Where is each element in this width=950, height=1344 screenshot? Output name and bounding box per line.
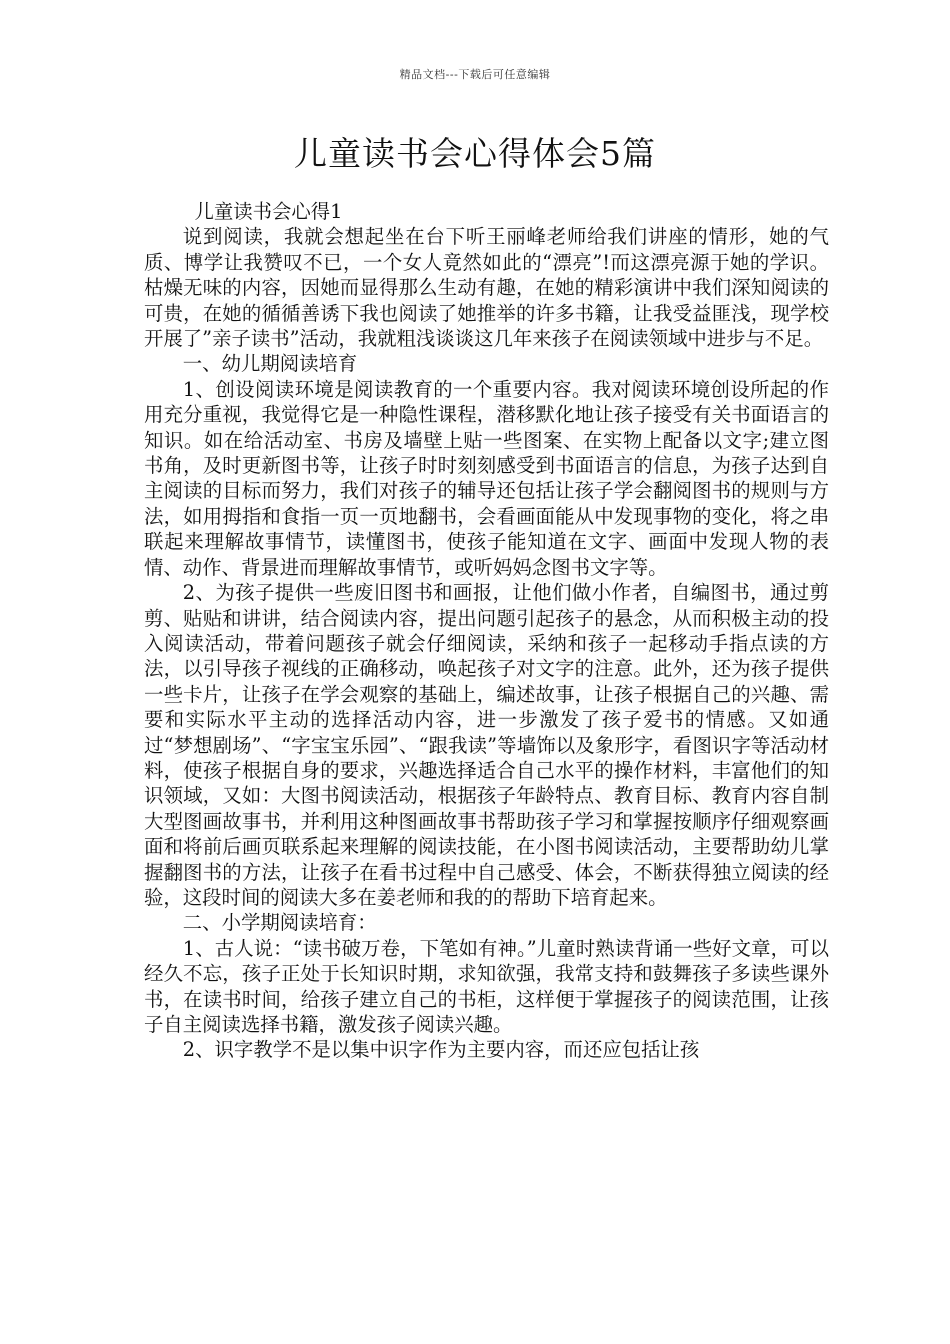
paragraph-primary-1: 1、古人说：“读书破万卷，下笔如有神。”儿童时熟读背诵一些好文章，可以经久不忘，孩子正处于长知识时期，求知欲强，我常支持和鼓舞孩子多读些课外书，在读书时间，给孩子建立自己的书柜，这样便于掌握孩子的阅读范围，让孩子自主阅读选择书籍，激发孩子阅读兴趣。 xyxy=(144,936,829,1036)
document-body xyxy=(144,199,829,1063)
section-subtitle: 儿童读书会心得1 xyxy=(194,200,343,223)
section-heading-infancy: 一、幼儿期阅读培育 xyxy=(182,352,358,376)
paragraph-infancy-2: 2、为孩子提供一些废旧图书和画报，让他们做小作者，自编图书，通过剪剪、贴贴和讲讲，结合阅读内容，提出问题引起孩子的悬念，从而积极主动的投入阅读活动，带着问题孩子就会仔细阅读，采纳和孩子一起移动手指点读的方法，以引导孩子视线的正确移动，唤起孩子对文字的注意。此外，还为孩子提供一些卡片，让孩子在学会观察的基础上，编述故事，让孩子根据自己的兴趣、需要和实际水平主动的选择活动内容，进一步激发了孩子爱书的情感。又如通过“梦想剧场”、“字宝宝乐园”、“跟我读”等墙饰以及象形字，看图识字等活动材料，使孩子根据自身的要求，兴趣选择适合自己水平的操作材料，丰富他们的知识领域，又如：大图书阅读活动，根据孩子年龄特点、教育目标、教育内容自制大型图画故事书，并利用这种图画故事书帮助孩子学习和掌握按顺序仔细观察画面和将前后画页联系起来理解的阅读技能，在小图书阅读活动，主要帮助幼儿掌握翻图书的方法，让孩子在看书过程中自己感受、体会，不断获得独立阅读的经验，这段时间的阅读大多在姜老师和我的的帮助下培育起来。 xyxy=(144,581,829,909)
section-heading-primary: 二、小学期阅读培育： xyxy=(182,911,377,935)
header-note: 精品文档---下载后可任意编辑 xyxy=(399,68,551,81)
paragraph-intro: 说到阅读，我就会想起坐在台下听王丽峰老师给我们讲座的情形，她的气质、博学让我赞叹不已，一个女人竟然如此的“漂亮”!而这漂亮源于她的学识。枯燥无味的内容，因她而显得那么生动有趣，在她的精彩演讲中我们深知阅读的可贵，在她的循循善诱下我也阅读了她推举的许多书籍，让我受益匪浅，现学校开展了”亲子读书”活动，我就粗浅谈谈这几年来孩子在阅读领域中进步与不足。 xyxy=(144,225,829,351)
document-title: 儿童读书会心得体会5篇 xyxy=(294,134,656,173)
paragraph-primary-2: 2、识字教学不是以集中识字作为主要内容，而还应包括让孩 xyxy=(182,1038,700,1062)
paragraph-infancy-1: 1、创设阅读环境是阅读教育的一个重要内容。我对阅读环境创设所起的作用充分重视，我觉得它是一种隐性课程，潜移默化地让孩子接受有关书面语言的知识。如在给活动室、书房及墙壁上贴一些图案、在实物上配备以文字;建立图书角，及时更新图书等，让孩子时时刻刻感受到书面语言的信息，为孩子达到自主阅读的目标而努力，我们对孩子的辅导还包括让孩子学会翻阅图书的规则与方法，如用拇指和食指一页一页地翻书，会看画面能从中发现事物的变化，将之串联起来理解故事情节，读懂图书，使孩子能知道在文字、画面中发现人物的表情、动作、背景进而理解故事情节，或听妈妈念图书文字等。 xyxy=(144,377,829,579)
